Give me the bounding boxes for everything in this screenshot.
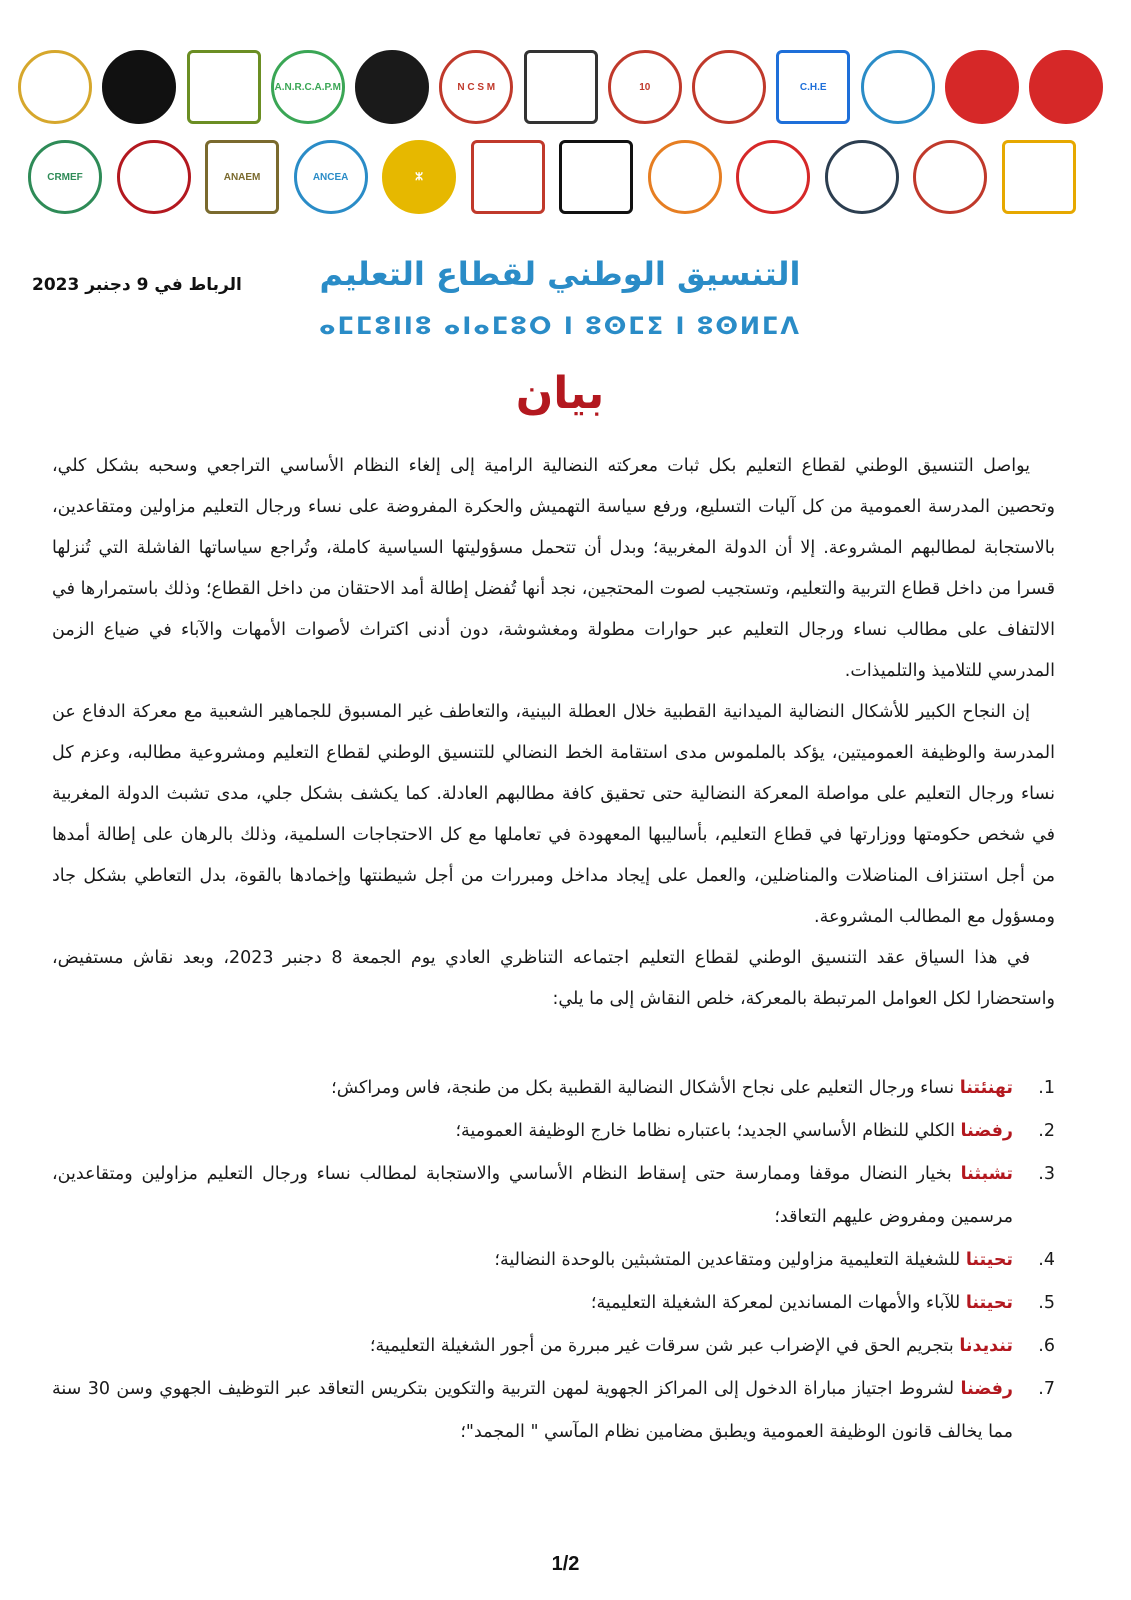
item-text: بتجريم الحق في الإضراب عبر شن سرقات غير مبررة من أجور الشغيلة التعليمية؛ bbox=[369, 1336, 960, 1356]
list-item bbox=[52, 1153, 1055, 1239]
fist-logo-icon bbox=[1029, 50, 1103, 124]
elderly-logo-icon bbox=[736, 140, 810, 214]
resolutions-list bbox=[52, 1067, 1055, 1454]
ancea-logo-icon: ANCEA bbox=[294, 140, 368, 214]
pencil-fist-logo-icon bbox=[825, 140, 899, 214]
document-date: الرباط في 9 دجنبر 2023 bbox=[32, 275, 242, 295]
victims-logo-icon bbox=[355, 50, 429, 124]
item-keyword: تشبثنا bbox=[960, 1164, 1013, 1184]
item-text: بخيار النضال موقفا وممارسة حتى إسقاط النظام الأساسي والاستجابة لمطالب نساء ورجال التعليم مزاولين ومتقاعدين، مرسمين ومفروض عليهم التعاقد؛ bbox=[52, 1164, 1013, 1227]
document-type-heading: بيان bbox=[515, 368, 605, 419]
no-contract-logo-icon bbox=[945, 50, 1019, 124]
hands-logo-icon: 10 bbox=[608, 50, 682, 124]
list-item bbox=[52, 1325, 1055, 1368]
list-item bbox=[52, 1368, 1055, 1454]
building-logo-icon bbox=[1002, 140, 1076, 214]
item-text: لشروط اجتياز مباراة الدخول إلى المراكز الجهوية لمهن التربية والتكوين بتكريس التعاقد عبر التوظيف الجهوي وسن 30 سنة مما يخالف قانون الوظيفة العمومية ويطبق مضامين نظام المآسي " المجمد"؛ bbox=[52, 1379, 1013, 1442]
list-item bbox=[52, 1239, 1055, 1282]
paragraph-3: في هذا السياق عقد التنسيق الوطني لقطاع التعليم اجتماعه التناظري العادي يوم الجمعة 8 دجنبر 2023، وبعد نقاش مستفيض، واستحضارا لكل العوامل المرتبطة بالمعركة، خلص النقاش إلى ما يلي: bbox=[52, 948, 1055, 1009]
statement-body bbox=[52, 446, 1055, 1020]
item-text: للشغيلة التعليمية مزاولين ومتقاعدين المتشبثين بالوحدة النضالية؛ bbox=[494, 1250, 966, 1270]
organization-title-tifinagh: ⴰⵎⵎⵓⵏⵏⵓ ⴰⵏⴰⵎⵓⵔ ⵏ ⵓⵙⵎⵉ ⵏ ⵓⵙⵍⵎⴷ bbox=[319, 312, 801, 340]
item-number: 7. bbox=[1038, 1379, 1055, 1399]
raised-fist-logo-icon bbox=[117, 140, 191, 214]
list-item bbox=[52, 1110, 1055, 1153]
item-keyword: تهنئتنا bbox=[959, 1078, 1013, 1098]
item-text: الكلي للنظام الأساسي الجديد؛ باعتباره نظاما خارج الوظيفة العمومية؛ bbox=[455, 1121, 961, 1141]
logo-row-bottom bbox=[0, 140, 1131, 214]
item-number: 1. bbox=[1038, 1078, 1055, 1098]
soutien-administratif-logo-icon bbox=[524, 50, 598, 124]
crmef-logo-icon: CRMEF bbox=[28, 140, 102, 214]
item-number: 6. bbox=[1038, 1336, 1055, 1356]
amazigh-logo-icon: ⵣ bbox=[382, 140, 456, 214]
handshake-logo-icon bbox=[471, 140, 545, 214]
star-logo-icon bbox=[559, 140, 633, 214]
network-logo-icon bbox=[861, 50, 935, 124]
family-logo-icon bbox=[18, 50, 92, 124]
anrcapm-logo-icon: A.N.R.C.A.P.M bbox=[271, 50, 345, 124]
list-item bbox=[52, 1067, 1055, 1110]
paragraph-2: إن النجاح الكبير للأشكال النضالية الميدانية القطبية خلال العطلة البينية، والتعاطف غير المسبوق للجماهير الشعبية مع معركة الدفاع عن المدرسة والوظيفة العموميتين، يؤكد بالملموس مدى استقامة الخط النضالي للتنسيق الوطني لقطاع التعليم ومشروعية مطالبه، وعزم كل نساء ورجال التعليم على مواصلة المعركة النضالية حتى تحقيق كافة مطالبهم العادلة. كما يكشف بشكل جلي، مدى تشبث الدولة المغربية في شخص حكومتها ووزارتها في قطاع التعليم، بأساليبها المعهودة في تعاملها مع كل الاحتجاجات السلمية، وذلك بالرهان على إطالة أمدها من أجل استنزاف المناضلات والمناضلين، والعمل على إيجاد مداخل ومبررات من أجل شيطنتها وإخمادها بالقوة، بدل التعاطي بشكل جاد ومسؤول مع المطالب المشروعة. bbox=[52, 702, 1055, 927]
item-number: 4. bbox=[1038, 1250, 1055, 1270]
ncsm-logo-icon: N C S M bbox=[439, 50, 513, 124]
retirees-logo-icon bbox=[187, 50, 261, 124]
anaem-logo-icon: ANAEM bbox=[205, 140, 279, 214]
item-keyword: رفضنا bbox=[960, 1379, 1013, 1399]
page-number: 1/2 bbox=[551, 1553, 580, 1575]
item-number: 5. bbox=[1038, 1293, 1055, 1313]
graduation-logo-icon bbox=[692, 50, 766, 124]
che-logo-icon: C.H.E bbox=[776, 50, 850, 124]
item-keyword: تحيتنا bbox=[965, 1250, 1013, 1270]
item-number: 3. bbox=[1038, 1164, 1055, 1184]
item-keyword: تحيتنا bbox=[965, 1293, 1013, 1313]
item-keyword: رفضنا bbox=[960, 1121, 1013, 1141]
coordination-logo-icon bbox=[102, 50, 176, 124]
item-text: للآباء والأمهات المساندين لمعركة الشغيلة التعليمية؛ bbox=[590, 1293, 966, 1313]
item-keyword: تنديدنا bbox=[959, 1336, 1013, 1356]
red-fist-logo-icon bbox=[913, 140, 987, 214]
organization-title: التنسيق الوطني لقطاع التعليم bbox=[319, 255, 801, 293]
item-number: 2. bbox=[1038, 1121, 1055, 1141]
people-logo-icon bbox=[648, 140, 722, 214]
list-item bbox=[52, 1282, 1055, 1325]
item-text: نساء ورجال التعليم على نجاح الأشكال النضالية القطبية بكل من طنجة، فاس ومراكش؛ bbox=[331, 1078, 960, 1098]
logo-row-top bbox=[0, 50, 1131, 124]
paragraph-1: يواصل التنسيق الوطني لقطاع التعليم بكل ثبات معركته النضالية الرامية إلى إلغاء النظام الأساسي التراجعي وسحبه بشكل كلي، وتحصين المدرسة العمومية من كل آليات التسليع، ورفع سياسة التهميش والحكرة المفروضة على نساء ورجال التعليم مزاولين ومتقاعدين، بالاستجابة لمطالبهم المشروعة. إلا أن الدولة المغربية؛ وبدل أن تتحمل مسؤوليتها السياسية كاملة، وتُراجع سياساتها الفاشلة التي تُنزلها قسرا من داخل قطاع التربية والتعليم، وتستجيب لصوت المحتجين، نجد أنها تُفضل إطالة أمد الاحتقان من داخل القطاع؛ وذلك باستمرارها في الالتفاف على مطالب نساء ورجال التعليم عبر حوارات مطولة ومغشوشة، دون أدنى اكتراث لأصوات الأمهات والآباء في ضياع الزمن المدرسي للتلاميذ والتلميذات. bbox=[52, 456, 1055, 681]
